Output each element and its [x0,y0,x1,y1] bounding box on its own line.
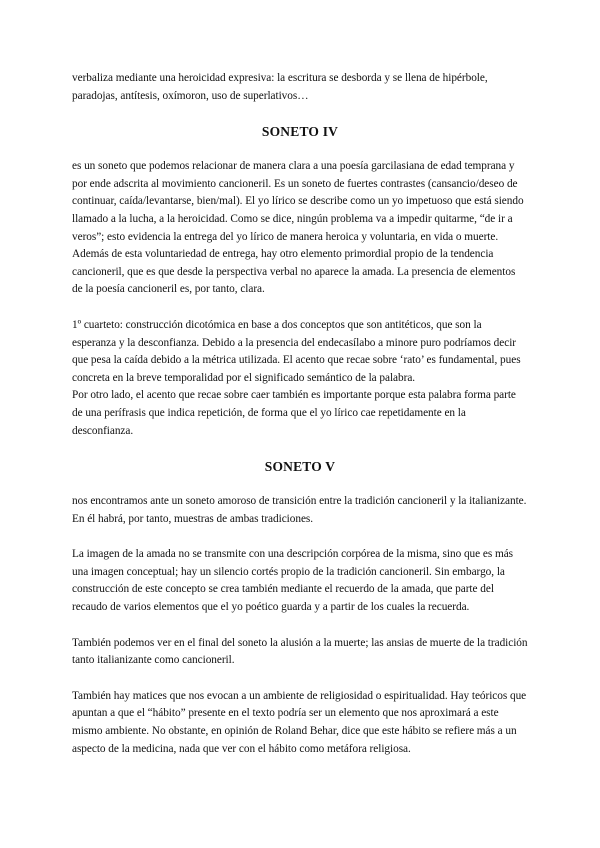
paragraph: es un soneto que podemos relacionar de manera clara a una poesía garcilasiana de edad temprana y por ende adscrita al movimiento cancioneril. Es un soneto de fuertes contrastes (cansancio/deseo de continuar, caída/levantarse, bien/mal). El yo lírico se describe como un yo impetuoso que está siendo llamado a la lucha, a la heroicidad. Como se dice, ningún problema va a impedir quitarme, “de ir a veros”; esto evidencia la entrega del yo lírico de manera heroica y voluntaria, en vida o muerte. Además de esta voluntariedad de entrega, hay otro elemento primordial propio de la tendencia cancioneril, que es que desde la perspectiva verbal no aparece la amada. La presencia de elementos de la poesía cancioneril es, por tanto, clara. [72,160,524,296]
section-heading-soneto-v: SONETO V [264,459,336,475]
document-page [72,70,528,758]
paragraph: También hay matices que nos evocan a un ambiente de religiosidad o espiritualidad. Hay teóricos que apuntan a que el “hábito” presente en el texto podría ser un elemento que nos aproximará a este mismo ambiente. No obstante, en opinión de Roland Behar, dice que este hábito se refiere más a un aspecto de la medicina, nada que ver con el hábito como metáfora religiosa. [72,689,527,755]
paragraph: La imagen de la amada no se transmite con una descripción corpórea de la misma, sino que es más una imagen conceptual; hay un silencio cortés propio de la tradición cancioneril. Sin embargo, la construcción de este concepto se crea también mediante el recuerdo de la amada, que parte del recaudo de varios elementos que el yo poético guarda y a partir de los cuales la recuerda. [72,548,514,614]
paragraph: Por otro lado, el acento que recae sobre caer también es importante porque esta palabra forma parte de una perífrasis que indica repetición, de forma que el yo lírico cae repetidamente en la desconfianza. [72,389,516,437]
paragraph: También podemos ver en el final del soneto la alusión a la muerte; las ansias de muerte de la tradición tanto italianizante como cancioneril. [72,636,528,667]
section-heading-soneto-iv: SONETO IV [261,124,339,140]
paragraph: nos encontramos ante un soneto amoroso de transición entre la tradición cancioneril y la italianizante. En él habrá, por tanto, muestras de ambas tradiciones. [72,495,527,525]
intro-paragraph: verbaliza mediante una heroicidad expresiva: la escritura se desborda y se llena de hipérbole, paradojas, antítesis, oxímoron, uso de superlativos… [72,72,488,102]
paragraph: 1º cuarteto: construcción dicotómica en base a dos conceptos que son antitéticos, que son la esperanza y la desconfianza. Debido a la presencia del endecasílabo a minore puro podríamos decir que pesa la caída debido a la métrica utilizada. El acento que recae sobre ‘rato’ es fundamental, pues concreta en la breve temporalidad por el significado semántico de la palabra. [72,318,521,384]
